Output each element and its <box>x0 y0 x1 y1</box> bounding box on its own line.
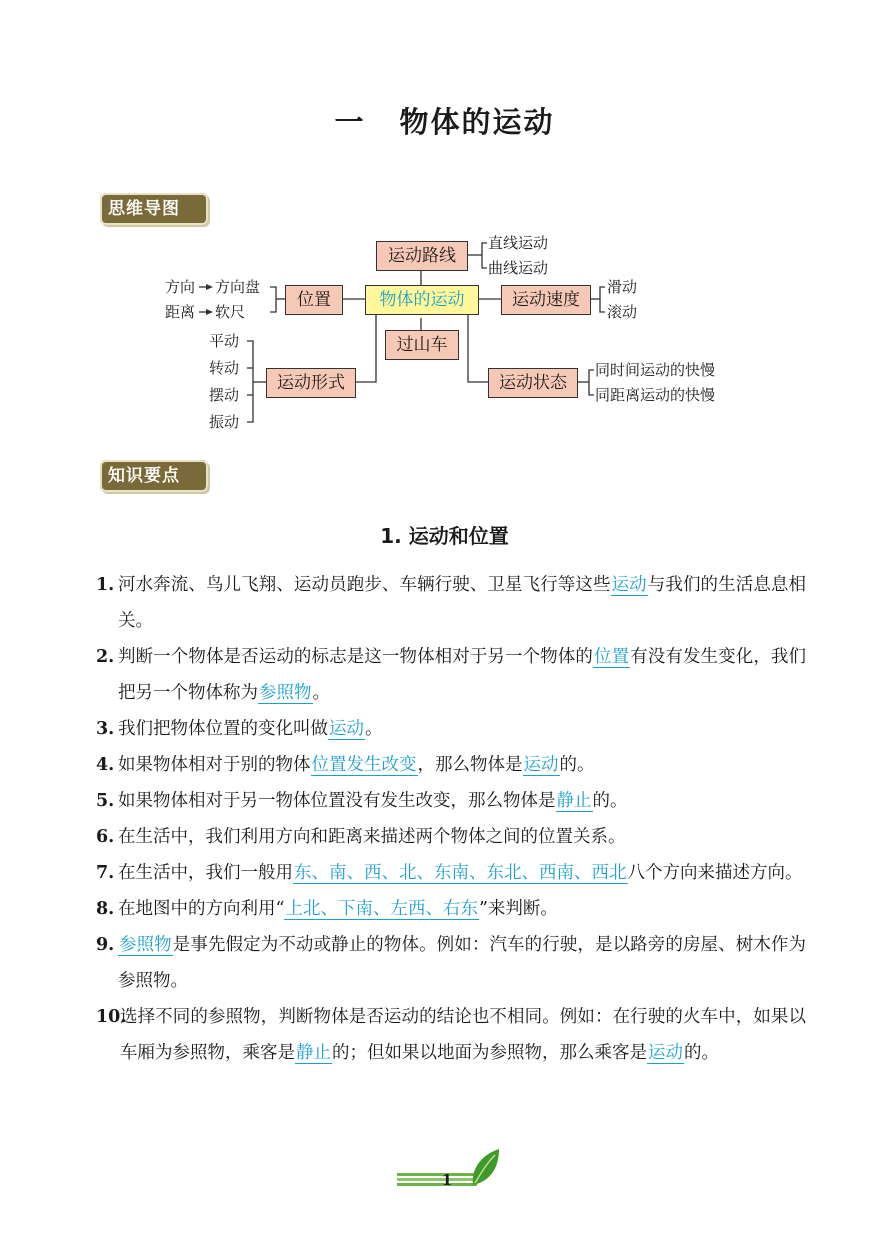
answer-blank: 运动 <box>648 1043 683 1063</box>
answer-blank: 静止 <box>296 1043 331 1063</box>
answer-blank: 东、南、西、北、东南、东北、西南、西北 <box>294 863 627 883</box>
point-text: 河水奔流、鸟儿飞翔、运动员跑步、车辆行驶、卫星飞行等这些 <box>118 575 611 595</box>
answer-blank: 运动 <box>611 575 647 595</box>
point-text: 是事先假定为不动或静止的物体。例如：汽车的行驶，是以路旁的房屋、树木作为参照物。 <box>118 935 807 991</box>
position-item-distance: 距离 <box>165 303 196 321</box>
point-number: 5. <box>96 791 115 811</box>
knowledge-point <box>96 783 806 819</box>
point-text: 的。 <box>684 1043 719 1063</box>
answer-blank: 位置发生改变 <box>311 755 417 775</box>
point-text: 我们把物体位置的变化叫做 <box>118 719 328 739</box>
point-text: 在地图中的方向利用“ <box>118 899 285 919</box>
point-number: 3. <box>96 719 115 739</box>
answer-blank: 静止 <box>556 791 592 811</box>
point-text: 有没有发生变化，我们把另一个物体称为 <box>118 647 807 703</box>
mindmap-form-node: 运动形式 <box>266 368 356 398</box>
speed-item-roll: 滚动 <box>607 303 638 321</box>
mindmap-state-node: 运动状态 <box>488 368 578 398</box>
mindmap-route-node: 运动路线 <box>376 241 468 271</box>
speed-item-slide: 滑动 <box>607 278 638 296</box>
point-number: 8. <box>96 899 115 919</box>
answer-blank: 运动 <box>329 719 364 739</box>
knowledge-point <box>96 927 806 999</box>
book-icon <box>397 1173 477 1186</box>
mindmap-center-node: 物体的运动 <box>365 285 479 315</box>
position-item-tape: 软尺 <box>215 303 246 321</box>
point-number: 4. <box>96 755 115 775</box>
mindmap-speed-node: 运动速度 <box>501 285 591 315</box>
point-text: 。 <box>312 683 330 703</box>
point-number: 1. <box>96 575 115 595</box>
answer-blank: 上北、下南、左西、右东 <box>285 899 478 919</box>
mindmap-connectors <box>0 0 889 460</box>
position-item-steering: 方向盘 <box>215 278 261 296</box>
answer-blank: 参照物 <box>119 935 172 955</box>
position-item-direction: 方向 <box>165 278 196 296</box>
point-number: 10. <box>96 1007 127 1027</box>
knowledge-point <box>96 891 806 927</box>
form-item-vibration: 振动 <box>209 413 240 431</box>
point-text: 的。 <box>559 755 595 775</box>
point-text: 判断一个物体是否运动的标志是这一物体相对于另一个物体的 <box>118 647 593 667</box>
knowledge-point <box>96 999 806 1071</box>
knowledge-point <box>96 855 806 891</box>
route-item-curve: 曲线运动 <box>488 259 549 277</box>
point-text: 的。 <box>592 791 628 811</box>
point-text: 在生活中，我们一般用 <box>118 863 293 883</box>
form-item-rotation: 转动 <box>209 359 240 377</box>
knowledge-point <box>96 711 806 747</box>
point-text: ”来判断。 <box>478 899 558 919</box>
point-number: 9. <box>96 935 115 955</box>
point-text: 。 <box>365 719 383 739</box>
route-item-straight: 直线运动 <box>488 234 549 252</box>
page-footer <box>395 1145 505 1195</box>
knowledge-badge: 知识要点 <box>100 460 208 492</box>
mindmap-badge: 思维导图 <box>100 193 208 225</box>
page-number: 1 <box>441 1171 453 1189</box>
point-text: ，那么物体是 <box>417 755 523 775</box>
point-number: 6. <box>96 827 115 847</box>
knowledge-point <box>96 567 806 639</box>
section-heading: 1. 运动和位置 <box>380 524 509 548</box>
title-text: 物体的运动 <box>399 105 555 139</box>
answer-blank: 运动 <box>523 755 559 775</box>
mindmap-position-node: 位置 <box>285 285 343 315</box>
state-item-same-time: 同时间运动的快慢 <box>595 361 716 379</box>
knowledge-point <box>96 639 806 711</box>
point-text: 的；但如果以地面为参照物，那么乘客是 <box>332 1043 647 1063</box>
mindmap-coaster-node: 过山车 <box>385 330 459 360</box>
form-item-translation: 平动 <box>209 332 240 350</box>
leaf-icon <box>473 1149 499 1185</box>
point-text: 与我们的生活息息相关。 <box>118 575 807 631</box>
point-text: 在生活中，我们利用方向和距离来描述两个物体之间的位置关系。 <box>118 827 626 847</box>
point-text: 八个方向来描述方向。 <box>627 863 803 883</box>
state-item-same-distance: 同距离运动的快慢 <box>595 386 716 404</box>
point-number: 2. <box>96 647 115 667</box>
answer-blank: 参照物 <box>259 683 312 703</box>
knowledge-point <box>96 819 806 855</box>
point-text: 选择不同的参照物，判断物体是否运动的结论也不相同。例如：在行驶的火车中，如果以车厢为参照物，乘客是 <box>120 1007 806 1063</box>
knowledge-points <box>96 567 806 1071</box>
point-text: 如果物体相对于另一物体位置没有发生改变，那么物体是 <box>118 791 556 811</box>
point-text: 如果物体相对于别的物体 <box>118 755 311 775</box>
title-number: 一 <box>334 105 366 139</box>
answer-blank: 位置 <box>594 647 630 667</box>
form-item-swing: 摆动 <box>209 386 240 404</box>
knowledge-point <box>96 747 806 783</box>
point-number: 7. <box>96 863 115 883</box>
